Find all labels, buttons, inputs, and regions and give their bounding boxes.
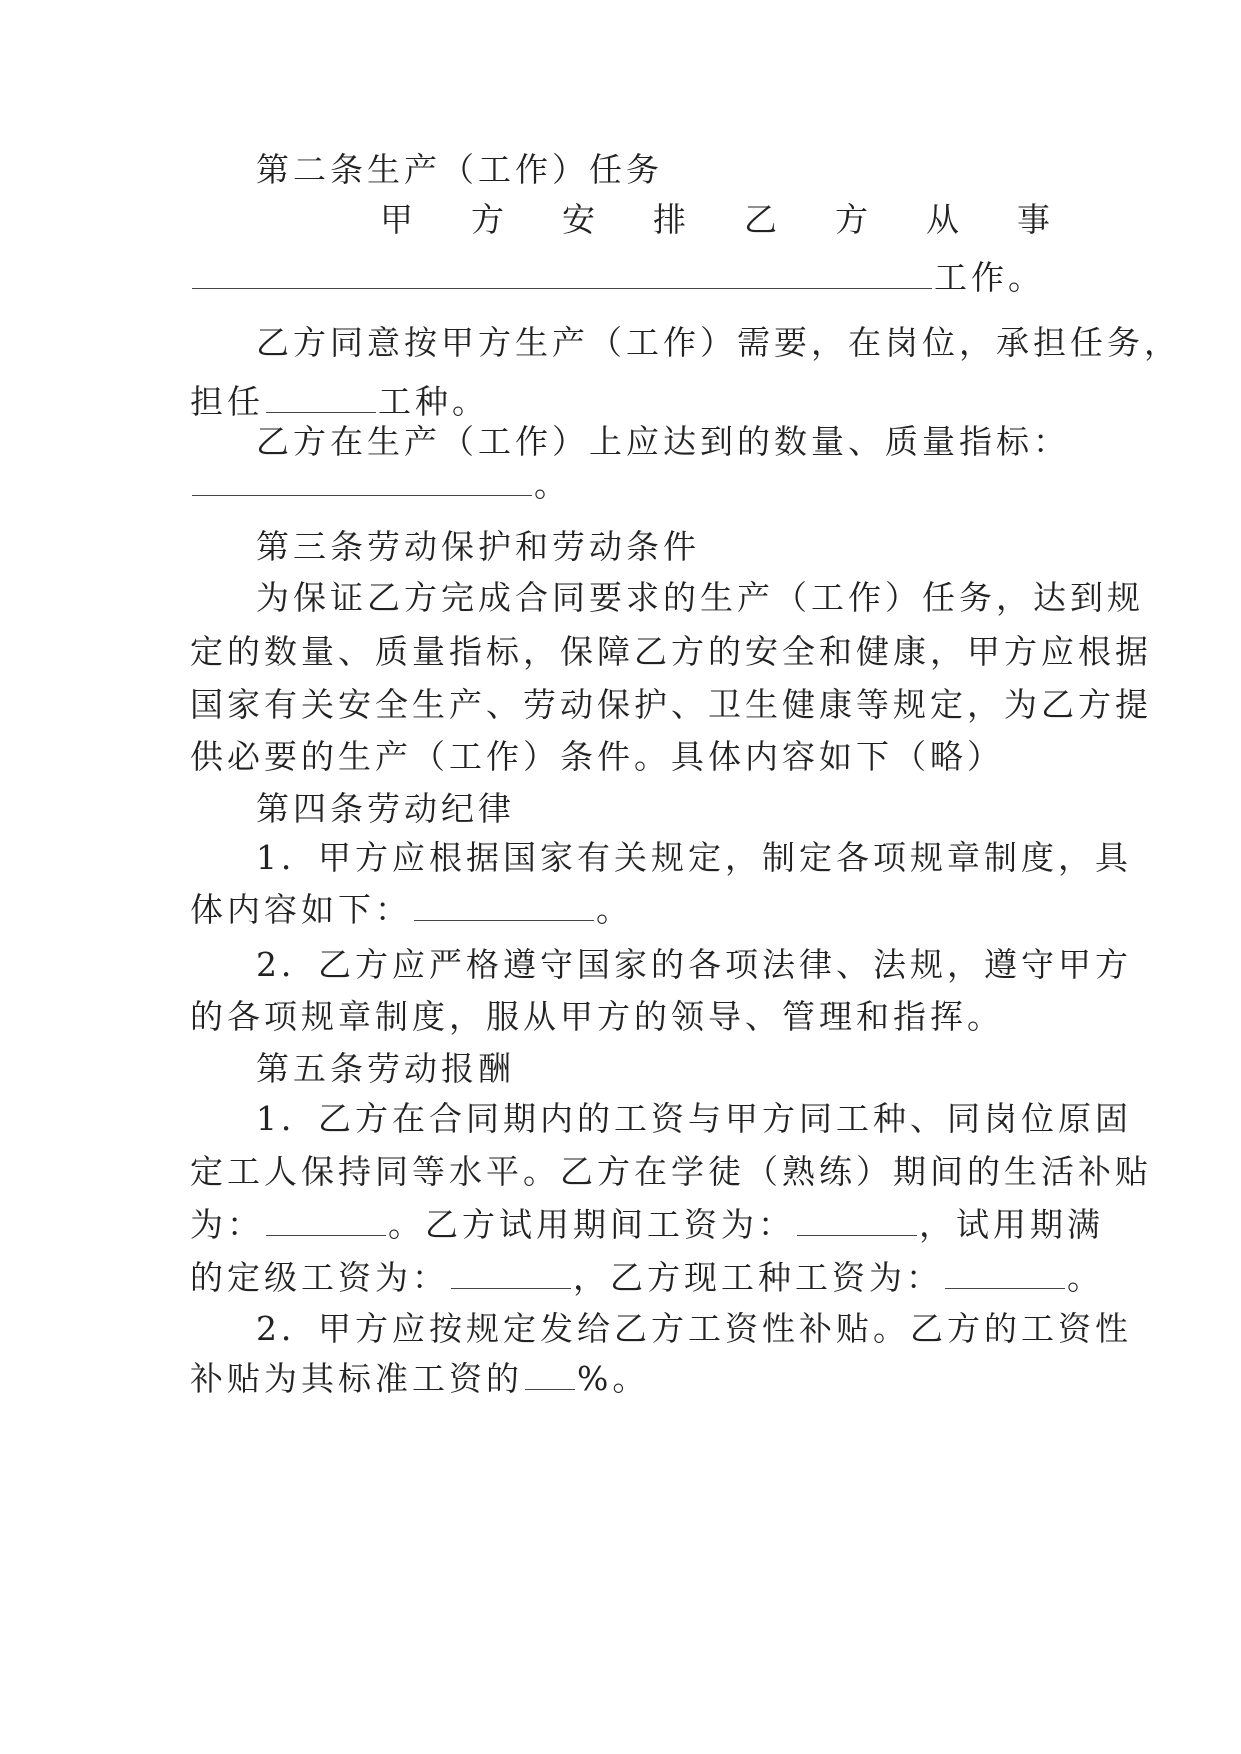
text-segment: 。 <box>1067 1258 1104 1297</box>
arrange-char: 方 <box>471 200 504 239</box>
current-wage-blank[interactable] <box>945 1258 1065 1289</box>
article-2-title: 第二条生产（工作）任务 <box>256 150 663 189</box>
arrange-char: 甲 <box>380 200 413 239</box>
article-5-title: 第五条劳动报酬 <box>256 1049 515 1088</box>
text-segment: 工种。 <box>378 382 489 421</box>
probation-wage-blank[interactable] <box>797 1205 917 1236</box>
text-segment: ，试用期满 <box>919 1205 1104 1244</box>
text-segment: 补贴为其标准工资的 <box>190 1359 523 1398</box>
quota-blank[interactable] <box>192 465 532 496</box>
arrange-char: 方 <box>835 200 868 239</box>
arrange-char: 排 <box>653 200 686 239</box>
text-segment: 。 <box>596 890 633 929</box>
article-4-item-2-line-1: 2．乙方应严格遵守国家的各项法律、法规，遵守甲方 <box>256 945 1132 984</box>
article-2-arrange-line <box>380 200 1050 240</box>
arrange-char: 乙 <box>744 200 777 239</box>
text-segment: 的定级工资为： <box>190 1258 449 1297</box>
article-4-title: 第四条劳动纪律 <box>256 789 515 828</box>
apprentice-allowance-blank[interactable] <box>266 1205 386 1236</box>
work-suffix: 工作。 <box>934 258 1045 297</box>
text-segment: 为： <box>190 1205 264 1244</box>
article-2-para-3-line-2 <box>190 465 1050 505</box>
article-2-para-2-line-2 <box>190 382 1050 422</box>
article-3-title: 第三条劳动保护和劳动条件 <box>256 527 700 566</box>
article-4-item-1-line-1: 1．甲方应根据国家有关规定，制定各项规章制度，具 <box>256 838 1132 877</box>
article-4-item-2-line-2: 的各项规章制度，服从甲方的领导、管理和指挥。 <box>190 997 1004 1036</box>
arrange-char: 事 <box>1017 200 1050 239</box>
arrange-char: 安 <box>562 200 595 239</box>
article-3-line-2: 定的数量、质量指标，保障乙方的安全和健康，甲方应根据 <box>190 632 1152 671</box>
article-5-item-1-line-2: 定工人保持同等水平。乙方在学徒（熟练）期间的生活补贴 <box>190 1152 1152 1191</box>
allowance-percent-blank[interactable] <box>525 1359 575 1390</box>
article-5-item-2-line-1: 2．甲方应按规定发给乙方工资性补贴。乙方的工资性 <box>256 1309 1132 1348</box>
article-3-line-4: 供必要的生产（工作）条件。具体内容如下（略） <box>190 737 1004 776</box>
article-5-item-1-line-3 <box>190 1205 1104 1245</box>
arrange-char: 从 <box>926 200 959 239</box>
article-2-para-3-line-1: 乙方在生产（工作）上应达到的数量、质量指标： <box>256 422 1070 461</box>
article-2-para-2-line-1: 乙方同意按甲方生产（工作）需要，在岗位，承担任务， <box>256 323 1181 362</box>
article-5-item-1-line-1: 1．乙方在合同期内的工资与甲方同工种、同岗位原固 <box>256 1099 1132 1138</box>
article-2-work-line <box>190 258 1050 298</box>
rules-blank[interactable] <box>414 890 594 921</box>
text-segment: 。乙方试用期间工资为： <box>388 1205 795 1244</box>
text-segment: %。 <box>577 1359 650 1398</box>
article-4-item-1-line-2 <box>190 890 1050 930</box>
text-segment: 体内容如下： <box>190 890 412 929</box>
trade-blank[interactable] <box>266 382 376 413</box>
text-segment: ，乙方现工种工资为： <box>573 1258 943 1297</box>
text-segment: 。 <box>534 465 571 504</box>
grade-wage-blank[interactable] <box>451 1258 571 1289</box>
article-5-item-1-line-4 <box>190 1258 1104 1298</box>
text-segment: 担任 <box>190 382 264 421</box>
work-blank[interactable] <box>192 258 932 289</box>
article-3-line-1: 为保证乙方完成合同要求的生产（工作）任务，达到规 <box>256 578 1144 617</box>
article-3-line-3: 国家有关安全生产、劳动保护、卫生健康等规定，为乙方提 <box>190 685 1152 724</box>
article-5-item-2-line-2 <box>190 1359 1050 1399</box>
